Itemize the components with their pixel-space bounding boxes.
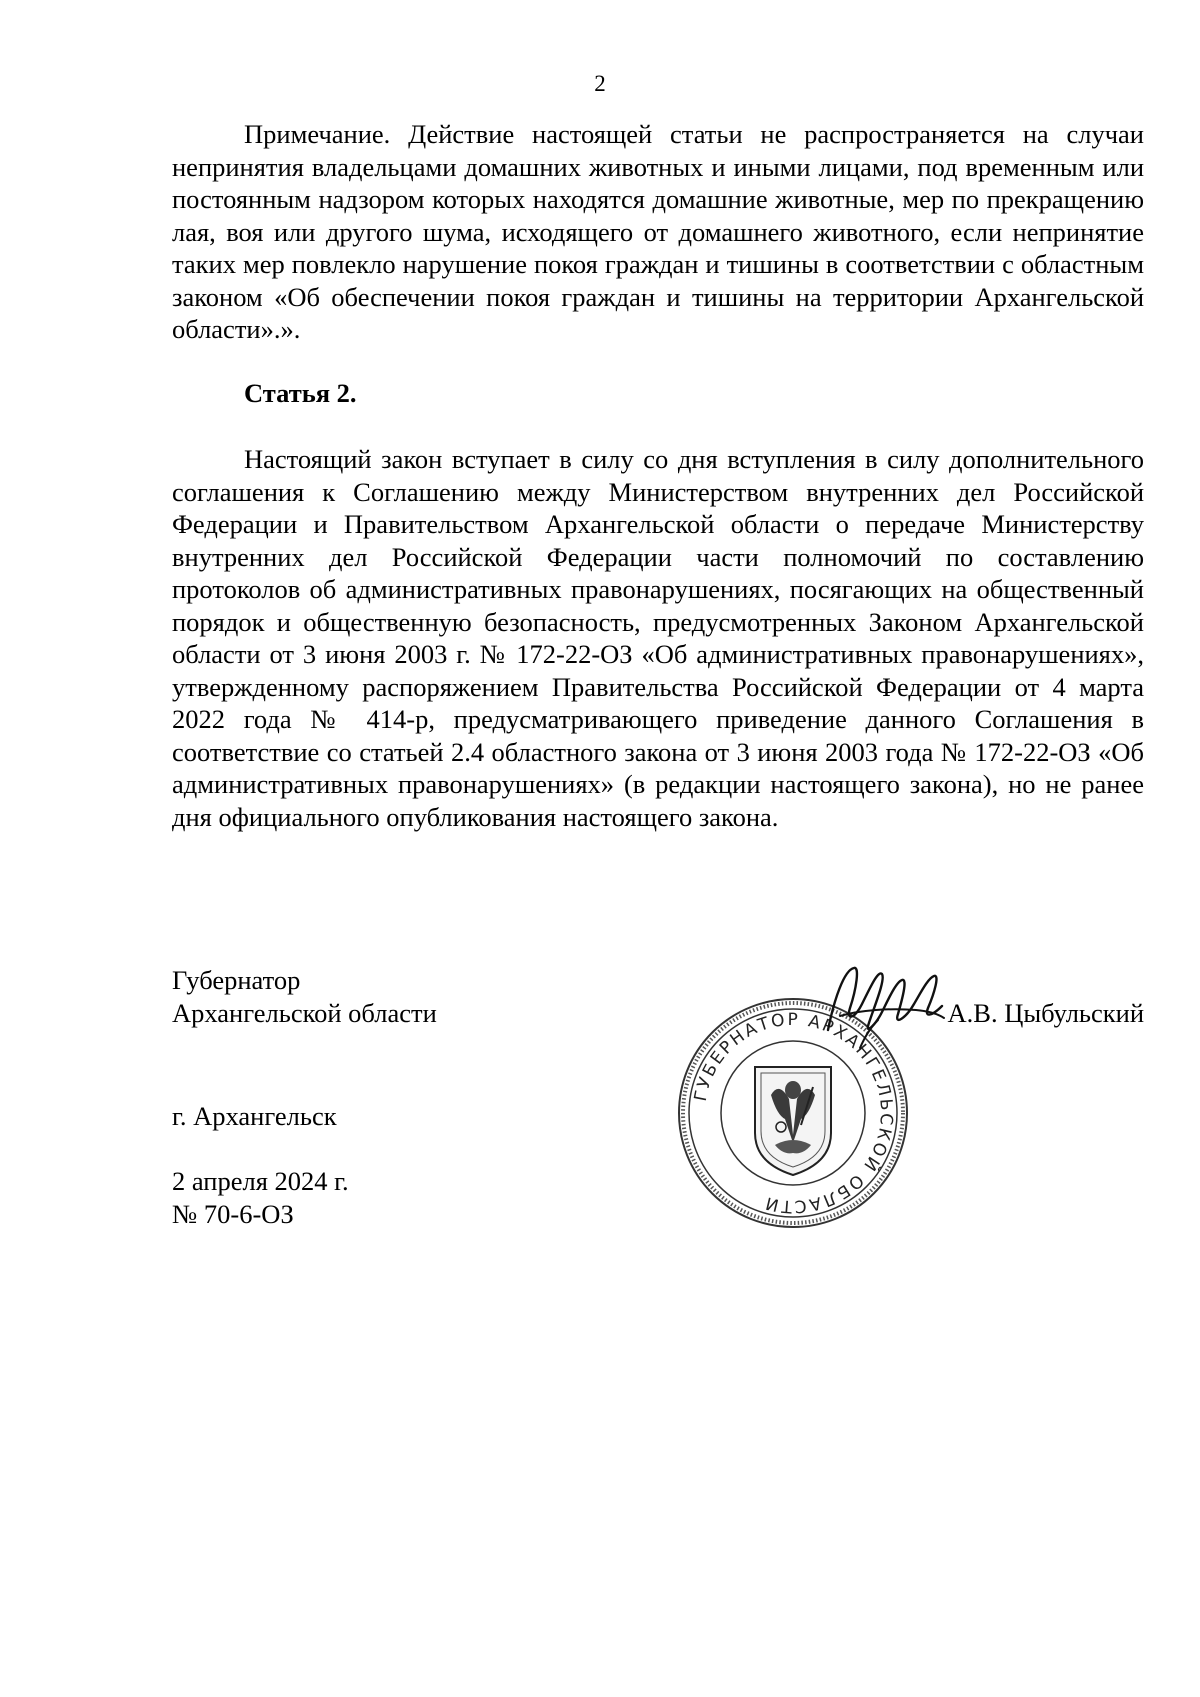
article-heading: Статья 2. [244,378,357,408]
signing-date: 2 апреля 2024 г. [172,1166,349,1196]
coat-of-arms-icon [755,1067,831,1175]
signer-title-line2: Архангельской области [172,997,437,1028]
law-number: № 70-6-ОЗ [172,1198,294,1229]
signer-name: А.В. Цыбульский [947,998,1144,1028]
signing-city: г. Архангельск [172,1101,337,1131]
date-number-block [172,1165,349,1230]
seal-text: ГУБЕРНАТОР АРХАНГЕЛЬСКОЙ ОБЛАСТИ [690,1009,897,1217]
handwritten-signature [820,960,950,1055]
note-paragraph-block [172,118,1144,346]
signer-title-line1: Губернатор [172,965,301,995]
article-paragraph: Настоящий закон вступает в силу со дня вступления в силу дополнительного соглашения к Соглашению между Министерством внутренних дел Российской Федерации и Правительством Архангельской области о передаче Министерству внутренних дел Российской Федерации части полномочий по составлению протоколов об административных правонарушениях, посягающих на общественный порядок и общественную безопасность, предусмотренных Законом Архангельской области от 3 июня 2003 г. № 172-22-ОЗ «Об административных правонарушениях», утвержденному распоряжением Правительства Российской Федерации от 4 марта 2022 года № 414-р, предусматривающего приведение данного Соглашения в соответствие со статьей 2.4 областного закона от 3 июня 2003 года № 172-22-ОЗ «Об административных правонарушениях» (в редакции настоящего закона), но не ранее дня официального опубликования настоящего закона. [172,444,1144,832]
article-paragraph-block [172,443,1144,833]
note-paragraph: Примечание. Действие настоящей статьи не распространяется на случаи непринятия владельцами домашних животных и иными лицами, под временным или постоянным надзором которых находятся домашние животные, мер по прекращению лая, воя или другого шума, исходящего от домашнего животного, если непринятие таких мер повлекло нарушение покоя граждан и тишины в соответствии с областным законом «Об обеспечении покоя граждан и тишины на территории Архангельской области».». [172,119,1144,344]
signer-title [172,964,437,1029]
page-number: 2 [594,71,606,96]
